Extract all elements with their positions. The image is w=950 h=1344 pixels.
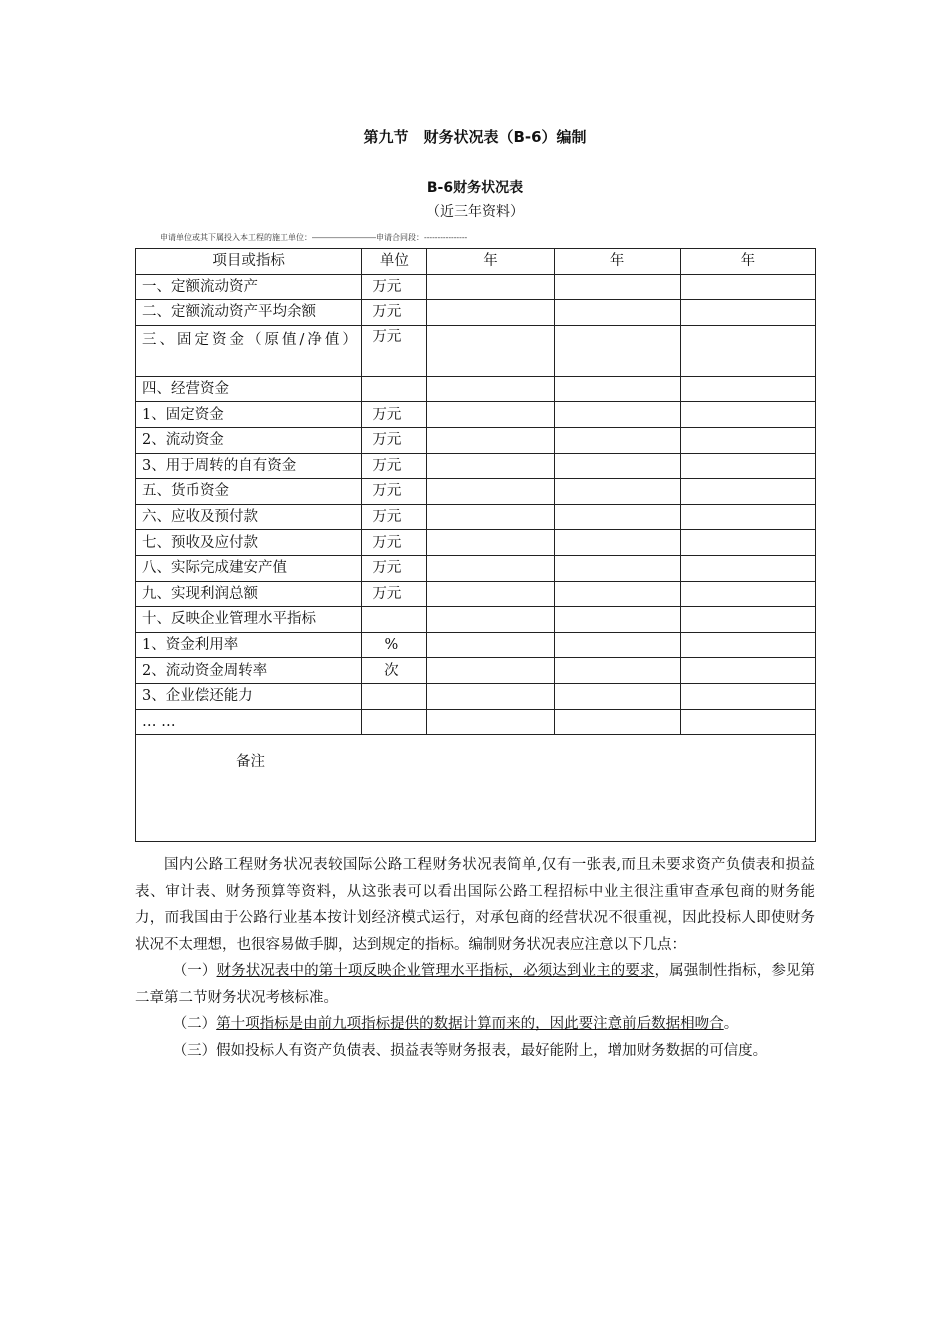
table-row: [136, 709, 816, 735]
table-row: [136, 325, 816, 376]
row-unit: [362, 607, 427, 633]
cell-year-3[interactable]: [680, 555, 815, 581]
cell-year-2[interactable]: [554, 453, 680, 479]
cell-year-1[interactable]: [427, 530, 554, 556]
table-row: [136, 479, 816, 505]
cell-year-1[interactable]: [427, 453, 554, 479]
remarks-cell[interactable]: [136, 735, 816, 842]
row-unit: 万元: [362, 479, 427, 505]
table-row: [136, 530, 816, 556]
cell-year-1[interactable]: [427, 427, 554, 453]
header-year-3: 年: [680, 249, 815, 275]
point-1-prefix: （一）: [172, 963, 217, 979]
row-unit: [362, 683, 427, 709]
cell-year-3[interactable]: [680, 427, 815, 453]
row-item: 二、定额流动资产平均余额: [136, 300, 362, 326]
cell-year-2[interactable]: [554, 530, 680, 556]
cell-year-1[interactable]: [427, 581, 554, 607]
cell-year-1[interactable]: [427, 479, 554, 505]
row-unit: 次: [362, 658, 427, 684]
intro-paragraph: 国内公路工程财务状况表较国际公路工程财务状况表简单,仅有一张表,而且未要求资产负债表和损益表、审计表、财务预算等资料，从这张表可以看出国际公路工程招标中业主很注重审查承包商的财务能力，而我国由于公路行业基本按计划经济模式运行，对承包商的经营状况不很重视，因此投标人即使财务状况不太理想，也很容易做手脚，达到规定的指标。编制财务状况表应注意以下几点：: [135, 857, 815, 953]
point-2-underlined: 第十项指标是由前九项指标提供的数据计算而来的，因此要注意前后数据相吻合: [216, 1016, 724, 1032]
header-unit: 单位: [362, 249, 427, 275]
point-1-paragraph: [135, 958, 815, 1011]
cell-year-3[interactable]: [680, 274, 815, 300]
cell-year-3[interactable]: [680, 504, 815, 530]
row-unit: 万元: [362, 453, 427, 479]
row-item: 一、定额流动资产: [136, 274, 362, 300]
cell-year-3[interactable]: [680, 683, 815, 709]
cell-year-3[interactable]: [680, 581, 815, 607]
cell-year-1[interactable]: [427, 376, 554, 402]
cell-year-1[interactable]: [427, 683, 554, 709]
cell-year-1[interactable]: [427, 709, 554, 735]
cell-year-1[interactable]: [427, 555, 554, 581]
table-header-row: [136, 249, 816, 275]
row-unit: 万元: [362, 581, 427, 607]
cell-year-1[interactable]: [427, 504, 554, 530]
table-row: [136, 300, 816, 326]
cell-year-1[interactable]: [427, 658, 554, 684]
table-row: [136, 376, 816, 402]
row-item: 三、固定资金（原值/净值）: [136, 325, 362, 376]
row-unit: 万元: [362, 402, 427, 428]
cell-year-3[interactable]: [680, 300, 815, 326]
cell-year-2[interactable]: [554, 581, 680, 607]
remarks-label: 备注: [236, 754, 265, 771]
cell-year-1[interactable]: [427, 607, 554, 633]
row-unit: 万元: [362, 555, 427, 581]
table-row: [136, 607, 816, 633]
cell-year-2[interactable]: [554, 376, 680, 402]
row-item: 3、企业偿还能力: [136, 683, 362, 709]
cell-year-1[interactable]: [427, 274, 554, 300]
row-item: 3、用于周转的自有资金: [136, 453, 362, 479]
cell-year-2[interactable]: [554, 402, 680, 428]
remarks-row: [136, 735, 816, 842]
row-item: 七、预收及应付款: [136, 530, 362, 556]
cell-year-2[interactable]: [554, 325, 680, 376]
cell-year-3[interactable]: [680, 658, 815, 684]
row-item: 1、资金利用率: [136, 632, 362, 658]
row-unit: [362, 709, 427, 735]
header-item: 项目或指标: [136, 249, 362, 275]
point-1-underlined: 财务状况表中的第十项反映企业管理水平指标，必须达到业主的要求: [216, 963, 655, 979]
cell-year-2[interactable]: [554, 555, 680, 581]
cell-year-3[interactable]: [680, 376, 815, 402]
table-row: [136, 453, 816, 479]
row-item: 九、实现利润总额: [136, 581, 362, 607]
row-unit: 万元: [362, 427, 427, 453]
table-row: [136, 402, 816, 428]
table-row: [136, 683, 816, 709]
table-row: [136, 427, 816, 453]
row-unit: 万元: [362, 300, 427, 326]
row-unit: 万元: [362, 274, 427, 300]
cell-year-2[interactable]: [554, 709, 680, 735]
row-item: … …: [136, 709, 362, 735]
cell-year-1[interactable]: [427, 632, 554, 658]
row-unit: 万元: [362, 325, 427, 376]
body-text: [135, 852, 815, 1064]
header-year-2: 年: [554, 249, 680, 275]
cell-year-2[interactable]: [554, 607, 680, 633]
point-2-paragraph: [135, 1011, 815, 1038]
cell-year-3[interactable]: [680, 530, 815, 556]
row-item: 1、固定资金: [136, 402, 362, 428]
table-subtitle: （近三年资料）: [426, 204, 524, 220]
table-row: [136, 504, 816, 530]
cell-year-3[interactable]: [680, 402, 815, 428]
cell-year-2[interactable]: [554, 479, 680, 505]
point-1-suffix: ，属强制性指标，参见第二章第二节财务状况考核标准。: [135, 963, 816, 1006]
row-item: 2、流动资金周转率: [136, 658, 362, 684]
cell-year-1[interactable]: [427, 300, 554, 326]
row-item: 四、经营资金: [136, 376, 362, 402]
cell-year-3[interactable]: [680, 453, 815, 479]
table-row: [136, 274, 816, 300]
cell-year-1[interactable]: [427, 402, 554, 428]
applicant-line: 申请单位或其下属投入本工程的施工单位：――――――――申请合同段：----------------: [160, 233, 468, 242]
row-unit: [362, 376, 427, 402]
table-title: B-6财务状况表: [426, 180, 524, 196]
cell-year-3[interactable]: [680, 607, 815, 633]
point-3-paragraph: （三）假如投标人有资产负债表、损益表等财务报表，最好能附上，增加财务数据的可信度。: [172, 1042, 768, 1059]
table-row: [136, 555, 816, 581]
table-row: [136, 632, 816, 658]
cell-year-3[interactable]: [680, 709, 815, 735]
cell-year-3[interactable]: [680, 632, 815, 658]
row-unit: 万元: [362, 530, 427, 556]
cell-year-2[interactable]: [554, 300, 680, 326]
cell-year-2[interactable]: [554, 427, 680, 453]
cell-year-2[interactable]: [554, 683, 680, 709]
financial-status-table: [135, 248, 816, 842]
row-unit: %: [362, 632, 427, 658]
point-2-suffix: 。: [723, 1016, 739, 1032]
row-item: 六、应收及预付款: [136, 504, 362, 530]
row-unit: 万元: [362, 504, 427, 530]
cell-year-2[interactable]: [554, 504, 680, 530]
cell-year-3[interactable]: [680, 479, 815, 505]
cell-year-2[interactable]: [554, 632, 680, 658]
cell-year-1[interactable]: [427, 325, 554, 376]
row-item: 五、货币资金: [136, 479, 362, 505]
table-row: [136, 658, 816, 684]
cell-year-3[interactable]: [680, 325, 815, 376]
cell-year-2[interactable]: [554, 274, 680, 300]
row-item: 2、流动资金: [136, 427, 362, 453]
section-title: 第九节 财务状况表（B-6）编制: [363, 128, 587, 146]
row-item: 十、反映企业管理水平指标: [136, 607, 362, 633]
row-item: 八、实际完成建安产值: [136, 555, 362, 581]
table-row: [136, 581, 816, 607]
point-2-prefix: （二）: [172, 1016, 217, 1032]
header-year-1: 年: [427, 249, 554, 275]
cell-year-2[interactable]: [554, 658, 680, 684]
